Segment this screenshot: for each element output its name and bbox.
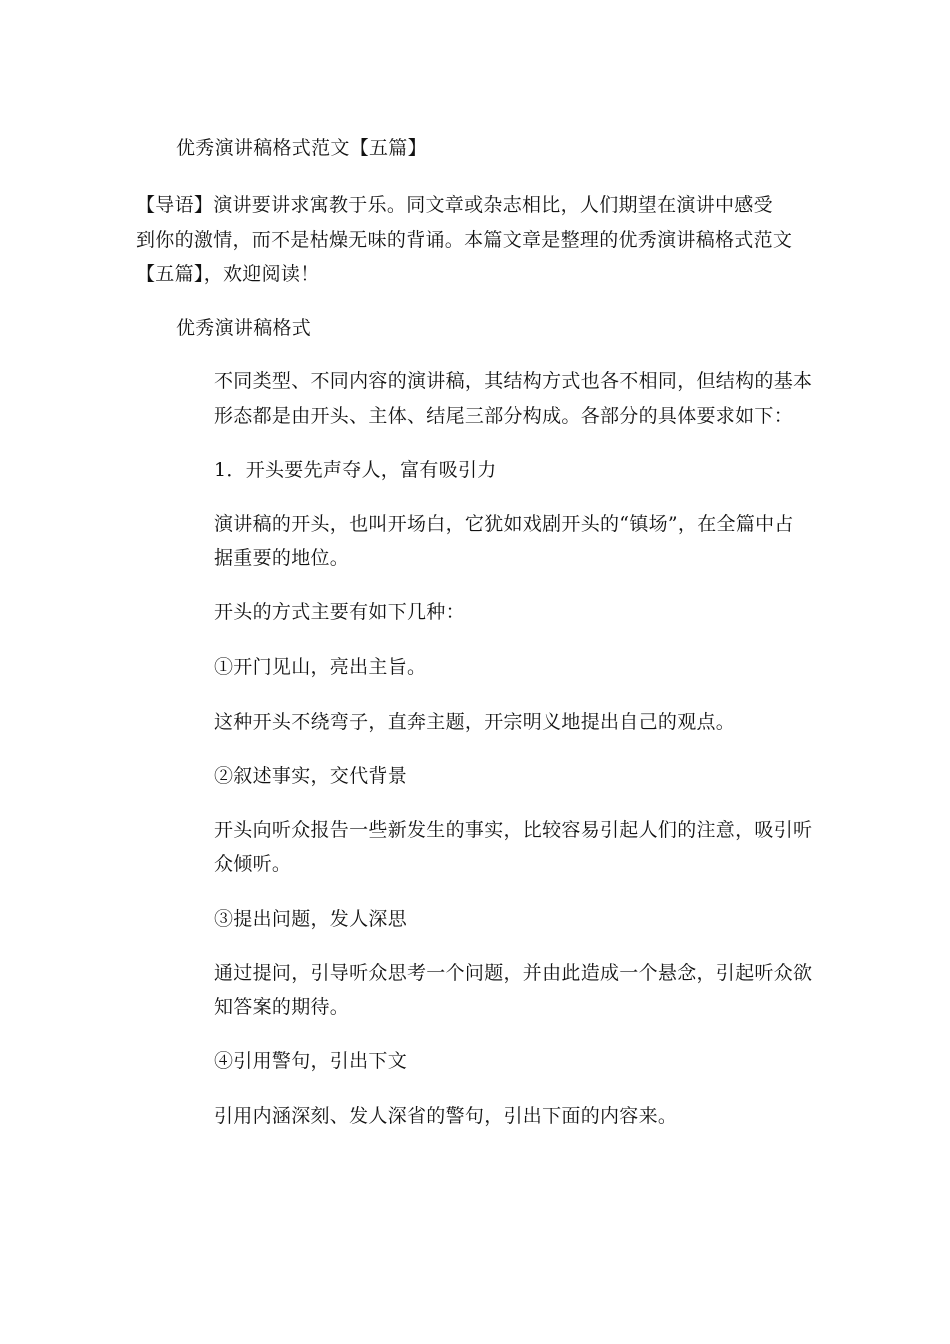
- method-1-description: 这种开头不绕弯子，直奔主题，开宗明义地提出自己的观点。: [214, 711, 736, 733]
- method-4-description: 引用内涵深刻、发人深省的警句，引出下面的内容来。: [214, 1105, 678, 1127]
- intro-line-3: 【五篇】，欢迎阅读！: [136, 263, 320, 285]
- para1-line-1: 不同类型、不同内容的演讲稿，其结构方式也各不相同，但结构的基本: [214, 370, 813, 392]
- para3: 开头的方式主要有如下几种：: [214, 601, 465, 623]
- method-3-description-line-1: 通过提问，引导听众思考一个问题，并由此造成一个悬念，引起听众欲: [214, 962, 813, 984]
- method-2-description-line-1: 开头向听众报告一些新发生的事实，比较容易引起人们的注意，吸引听: [214, 819, 813, 841]
- method-4-heading: ④引用警句，引出下文: [214, 1050, 408, 1072]
- method-1-heading: ①开门见山，亮出主旨。: [214, 656, 427, 678]
- para2-line-1: 演讲稿的开头，也叫开场白，它犹如戏剧开头的“镇场”，在全篇中占: [214, 513, 794, 535]
- intro-line-2: 到你的激情，而不是枯燥无味的背诵。本篇文章是整理的优秀演讲稿格式范文: [136, 229, 793, 251]
- point-1-heading: 1．开头要先声夺人，富有吸引力: [214, 459, 497, 481]
- method-3-description-line-2: 知答案的期待。: [214, 996, 350, 1018]
- method-3-heading: ③提出问题，发人深思: [214, 908, 408, 930]
- method-2-heading: ②叙述事实，交代背景: [214, 765, 408, 787]
- para2-line-2: 据重要的地位。: [214, 547, 350, 569]
- document-title: 优秀演讲稿格式范文【五篇】: [176, 137, 427, 159]
- para1-line-2: 形态都是由开头、主体、结尾三部分构成。各部分的具体要求如下：: [214, 405, 794, 427]
- intro-line-1: 【导语】演讲要讲求寓教于乐。同文章或杂志相比，人们期望在演讲中感受: [136, 194, 773, 216]
- method-2-description-line-2: 众倾听。: [214, 853, 292, 875]
- section-heading: 优秀演讲稿格式: [176, 317, 312, 339]
